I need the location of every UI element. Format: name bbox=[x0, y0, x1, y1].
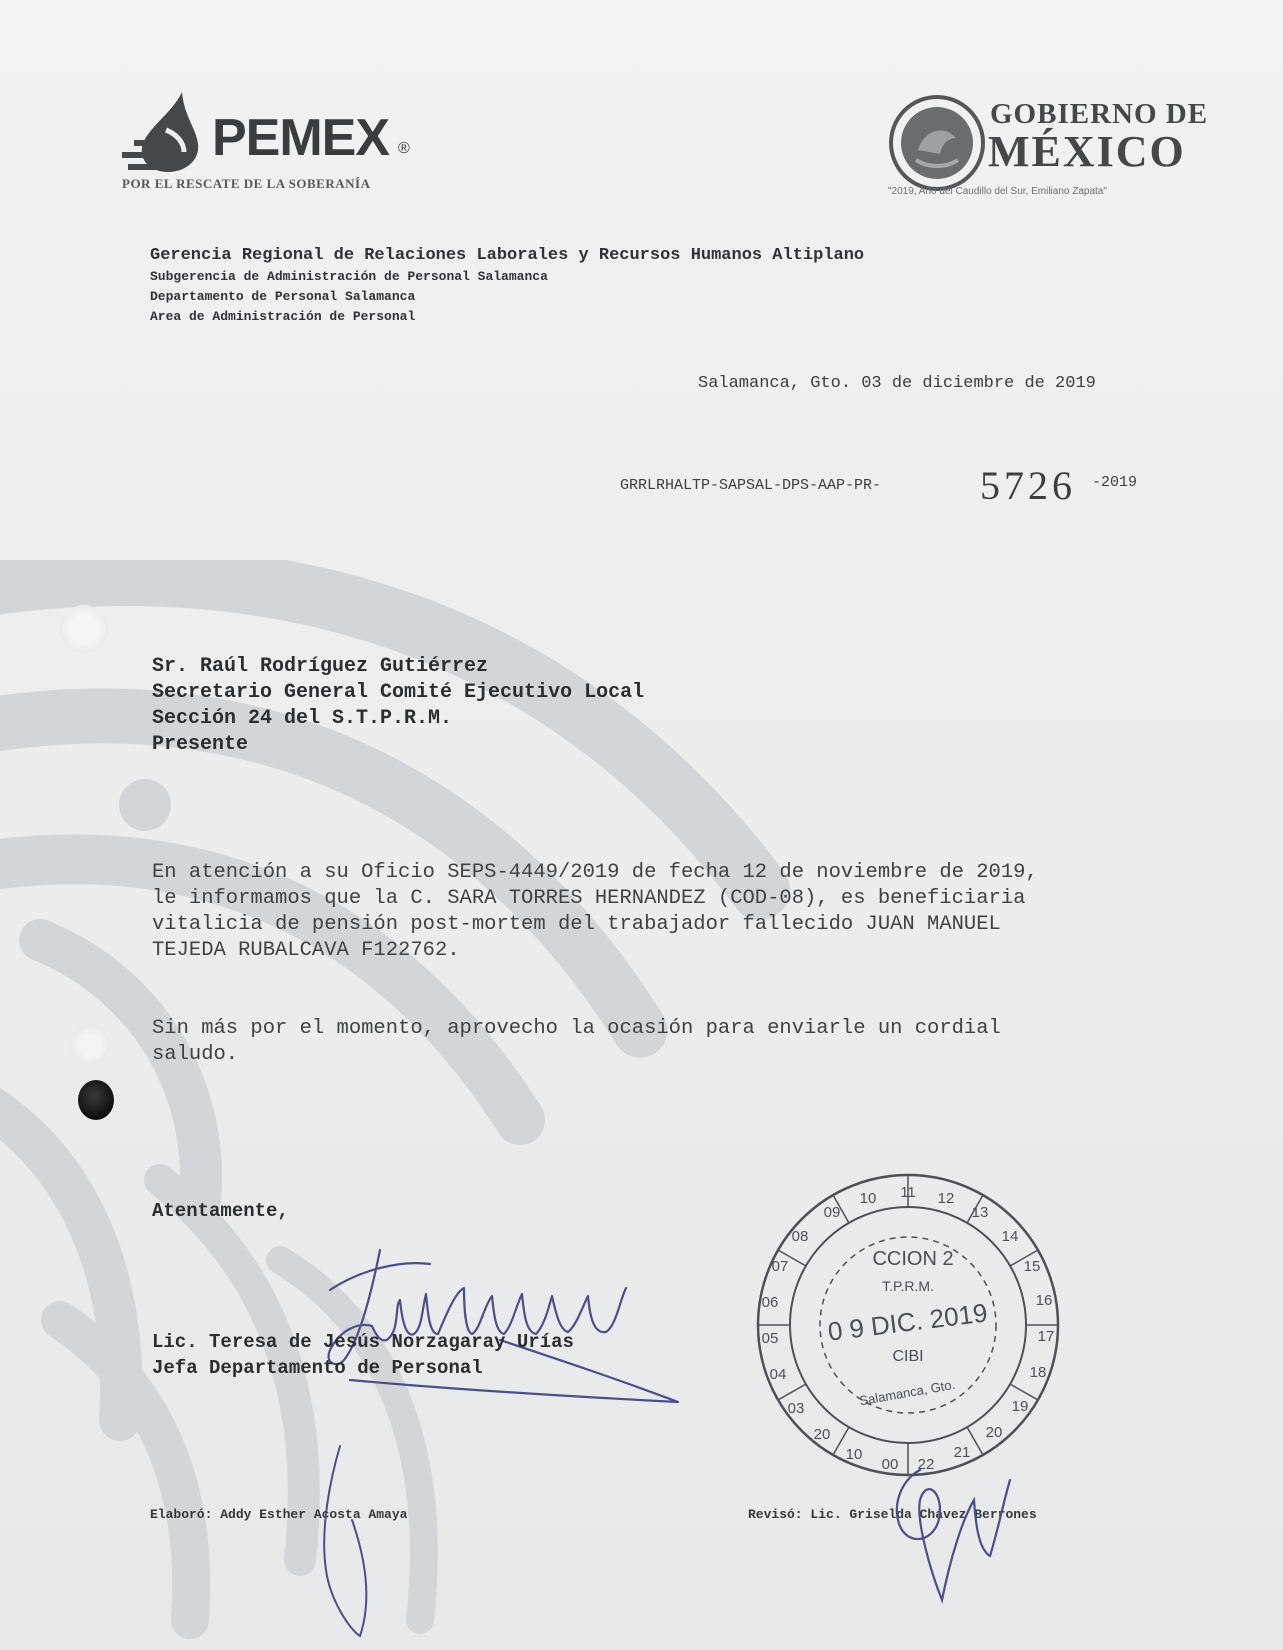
stamp-tick: 18 bbox=[1029, 1364, 1047, 1381]
stamp-tick: 00 bbox=[881, 1456, 899, 1473]
stamp-tick: 13 bbox=[971, 1204, 989, 1221]
stamp-line: CIBI bbox=[892, 1348, 924, 1365]
stamp-date: 0 9 DIC. 2019 bbox=[826, 1297, 990, 1347]
handwritten-initials bbox=[880, 1460, 1020, 1610]
reference-suffix: -2019 bbox=[1092, 474, 1138, 491]
stamp-line: T.P.R.M. bbox=[882, 1278, 934, 1294]
closing: Atentamente, bbox=[152, 1200, 289, 1222]
recipient-presente: Presente bbox=[152, 733, 249, 756]
org-header-1: Gerencia Regional de Relaciones Laborales y Recursos Humanos Altiplano bbox=[150, 246, 865, 265]
handwritten-signature bbox=[260, 1230, 720, 1410]
org-header-4: Area de Administración de Personal bbox=[150, 309, 416, 324]
recipient-title: Secretario General Comité Ejecutivo Local bbox=[152, 681, 645, 704]
org-header-2: Subgerencia de Administración de Personal Salamanca bbox=[150, 269, 548, 284]
stamp-tick: 12 bbox=[937, 1190, 955, 1207]
place-date: Salamanca, Gto. 03 de diciembre de 2019 bbox=[698, 374, 1096, 393]
stamp-tick: 05 bbox=[761, 1330, 779, 1347]
org-header-3: Departamento de Personal Salamanca bbox=[150, 289, 416, 304]
punch-hole bbox=[78, 1080, 114, 1120]
stamp-tick: 04 bbox=[769, 1366, 787, 1383]
received-date-stamp bbox=[748, 1165, 1068, 1485]
signer-name: Lic. Teresa de Jesús Norzagaray Urías bbox=[152, 1331, 574, 1353]
pemex-drop-icon bbox=[122, 90, 210, 174]
gobierno-motto: "2019, Año del Caudillo del Sur, Emiliano Zapata" bbox=[888, 186, 1107, 197]
pemex-slogan: POR EL RESCATE DE LA SOBERANÍA bbox=[122, 176, 371, 191]
reference-prefix: GRRLRHALTP-SAPSAL-DPS-AAP-PR- bbox=[620, 477, 882, 494]
stamp-tick: 03 bbox=[787, 1400, 805, 1417]
registered-mark: ® bbox=[398, 140, 410, 157]
stamp-tick: 10 bbox=[859, 1190, 877, 1207]
stamp-tick: 20 bbox=[985, 1424, 1003, 1441]
recipient-section: Sección 24 del S.T.P.R.M. bbox=[152, 707, 453, 730]
reviewed-by: Revisó: Lic. Griselda Chávez Berrones bbox=[748, 1507, 1037, 1522]
signer-role: Jefa Departamento de Personal bbox=[152, 1357, 483, 1379]
stamp-tick: 16 bbox=[1035, 1292, 1053, 1309]
stamp-tick: 21 bbox=[953, 1444, 971, 1461]
stamp-tick: 15 bbox=[1023, 1258, 1041, 1275]
stamp-tick: 07 bbox=[771, 1258, 789, 1275]
stamp-tick: 20 bbox=[813, 1426, 831, 1443]
stamp-tick: 10 bbox=[845, 1446, 863, 1463]
stamp-tick: 08 bbox=[791, 1228, 809, 1245]
recipient-name: Sr. Raúl Rodríguez Gutiérrez bbox=[152, 655, 489, 678]
stamp-tick: 11 bbox=[900, 1184, 916, 1201]
gobierno-line1: GOBIERNO DE bbox=[990, 98, 1209, 130]
stamp-tick: 09 bbox=[823, 1204, 841, 1221]
stamp-tick: 06 bbox=[761, 1294, 779, 1311]
stamp-tick: 14 bbox=[1001, 1228, 1019, 1245]
punch-hole bbox=[60, 605, 108, 653]
stamp-tick: 22 bbox=[917, 1456, 935, 1473]
stamp-line: CCION 2 bbox=[872, 1248, 954, 1270]
gobierno-line2: MÉXICO bbox=[988, 127, 1186, 176]
punch-hole bbox=[70, 1025, 110, 1065]
stamp-tick: 19 bbox=[1011, 1398, 1029, 1415]
body-paragraph: En atención a su Oficio SEPS-4449/2019 de fecha 12 de noviembre de 2019, le informamos que la C. SARA TORRES HERNANDEZ (COD-08), es beneficiaria vitalicia de pensión post-mortem del trabajador fallecido JUAN MANUEL TEJEDA RUBALCAVA F122762. bbox=[152, 861, 1038, 962]
prepared-by: Elaboró: Addy Esther Acosta Amaya bbox=[150, 1507, 408, 1522]
stamp-city: Salamanca, Gto. bbox=[858, 1376, 957, 1409]
stamp-tick: 17 bbox=[1037, 1328, 1055, 1345]
reference-number: 5726 bbox=[980, 463, 1076, 508]
body-paragraph: Sin más por el momento, aprovecho la ocasión para enviarle un cordial saludo. bbox=[152, 1017, 1001, 1066]
pemex-wordmark: PEMEX bbox=[212, 109, 390, 167]
national-seal-icon bbox=[888, 94, 986, 192]
handwritten-initials bbox=[300, 1440, 410, 1640]
